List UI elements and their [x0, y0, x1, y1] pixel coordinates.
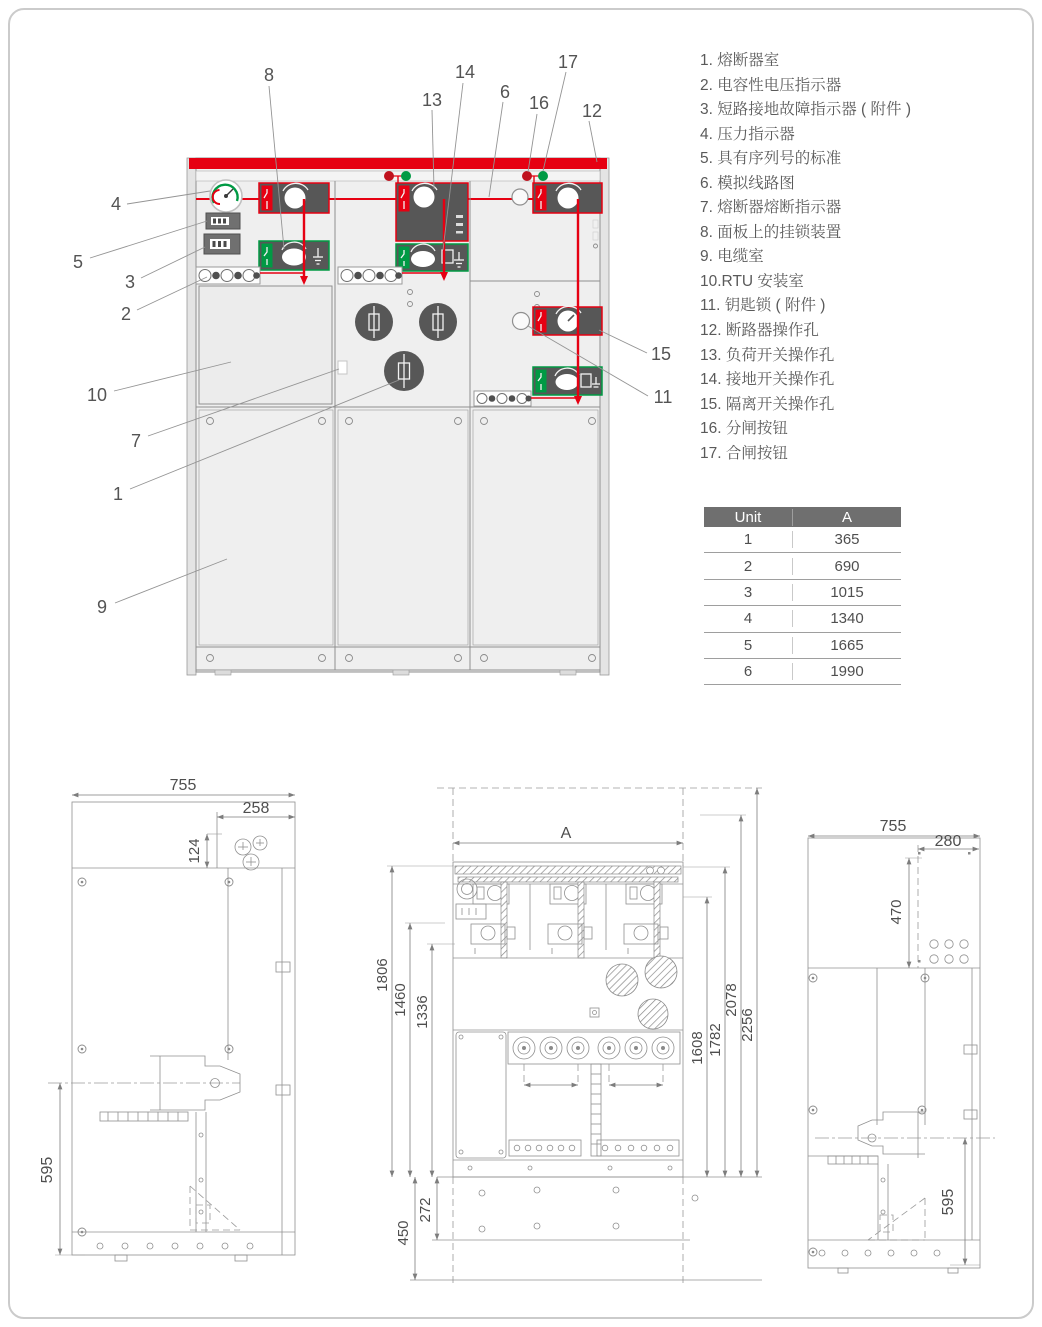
vent-holes — [930, 940, 968, 963]
dimension-label: 755 — [169, 777, 197, 794]
legend-item: 15. 隔离开关操作孔 — [700, 395, 835, 413]
nameplate — [204, 234, 240, 254]
cabinet-base — [196, 647, 600, 670]
capacitive-voltage-indicator — [196, 267, 260, 284]
front-dimension-drawing — [374, 788, 762, 1285]
dimension-label: 280 — [934, 833, 962, 850]
key-lock-hole — [512, 189, 528, 205]
callout-label: 3 — [124, 272, 136, 292]
callout-label: 7 — [130, 431, 142, 451]
dimension-label: 450 — [395, 1220, 412, 1246]
callout-label: 8 — [263, 65, 275, 85]
callout-label: 13 — [421, 90, 443, 110]
earthing-switch-operator-panel — [259, 241, 329, 270]
capacitive-voltage-indicator — [338, 267, 402, 284]
dimension-label: 755 — [879, 818, 907, 835]
cable-bushing-row — [513, 1037, 674, 1059]
dimension-label: 1782 — [707, 1023, 724, 1057]
load-switch-operator-panel — [396, 183, 468, 241]
callout-label: 16 — [528, 93, 550, 113]
callout-label: 9 — [96, 597, 108, 617]
bay-mechanism — [548, 882, 592, 958]
callout-label: 4 — [110, 194, 122, 214]
table-row — [704, 553, 901, 579]
legend-item: 9. 电缆室 — [700, 248, 764, 266]
base-frame — [97, 1243, 253, 1261]
gas-valve-icon — [235, 836, 267, 870]
dimension-label: 1460 — [392, 983, 409, 1017]
dimension-label: 272 — [417, 1197, 434, 1223]
size-table-cell: 4 — [704, 610, 793, 627]
dimension-label: 124 — [186, 838, 203, 864]
size-table-cell: 690 — [834, 557, 860, 575]
side-view-right-drawing — [808, 818, 995, 1273]
size-table-cell: 1665 — [830, 636, 864, 654]
dimension-label: 595 — [39, 1156, 56, 1184]
legend-item: 10.RTU 安装室 — [700, 272, 804, 290]
table-row — [704, 580, 901, 606]
panel-screws — [78, 878, 233, 1236]
size-table-cell: 1990 — [830, 663, 864, 681]
callout-label: 10 — [86, 385, 108, 405]
open-button-indicator — [384, 171, 394, 181]
size-table-header-a: A — [841, 508, 852, 526]
size-table-cell: 6 — [704, 663, 793, 680]
legend-item: 4. 压力指示器 — [700, 125, 795, 143]
capacitive-voltage-indicator — [474, 391, 532, 406]
legend-item: 3. 短路接地故障指示器 ( 附件 ) — [700, 101, 911, 119]
load-switch-operator-panel — [533, 183, 602, 213]
size-table-header-unit: Unit — [704, 509, 793, 526]
bay-mechanism — [471, 882, 515, 958]
legend-item: 11. 钥匙锁 ( 附件 ) — [700, 297, 826, 315]
earthing-switch-operator-panel — [396, 244, 468, 271]
callout-label: 15 — [650, 344, 672, 364]
callout-label: 14 — [454, 62, 476, 82]
load-switch-operator-panel — [259, 183, 329, 213]
legend-item: 6. 模拟线路图 — [700, 174, 795, 192]
dimension-label: 2078 — [723, 983, 740, 1017]
legend-item: 2. 电容性电压指示器 — [700, 76, 842, 94]
size-table-cell: 1 — [704, 531, 793, 548]
table-row — [704, 659, 901, 685]
cabinet-left-rail — [187, 158, 196, 675]
dimension-label: 258 — [242, 800, 270, 817]
size-table — [704, 507, 901, 685]
side-view-left-drawing — [39, 777, 295, 1261]
legend-item: 16. 分闸按钮 — [700, 420, 788, 438]
dimension-label: 1336 — [414, 995, 431, 1029]
close-button-indicator — [401, 171, 411, 181]
serial-plate — [206, 213, 240, 229]
legend-item: 1. 熔断器室 — [700, 52, 780, 69]
callout-label: 11 — [653, 387, 673, 407]
key-lock-hole — [513, 313, 530, 330]
legend-item: 13. 负荷开关操作孔 — [700, 346, 835, 364]
table-row — [704, 606, 901, 632]
table-row — [704, 633, 901, 659]
size-table-header-row — [704, 507, 901, 527]
cable-bushing-assembly — [808, 1112, 995, 1240]
legend-item: 14. 接地开关操作孔 — [700, 371, 835, 389]
legend-item: 12. 断路器操作孔 — [700, 322, 819, 340]
callout-label: 17 — [557, 52, 579, 72]
floor-fixing-holes — [479, 1187, 698, 1232]
base-frame — [819, 1250, 958, 1273]
callout-label: 12 — [581, 101, 603, 121]
panel-screws — [809, 974, 929, 1256]
table-row — [704, 527, 901, 553]
dimension-label: A — [560, 825, 572, 842]
size-table-cell: 365 — [834, 531, 860, 549]
isolating-switch-operator-panel — [533, 306, 602, 335]
legend-item: 7. 熔断器熔断指示器 — [700, 199, 842, 217]
dimension-label: 1806 — [374, 958, 391, 992]
open-button-indicator — [522, 171, 532, 181]
dimension-label: 470 — [888, 899, 905, 925]
dimension-label: 1608 — [689, 1031, 706, 1065]
size-table-cell: 2 — [704, 558, 793, 575]
earthing-switch-operator-panel — [533, 367, 602, 395]
fuse-blown-indicator — [338, 361, 347, 374]
size-table-cell: 3 — [704, 584, 793, 601]
callout-label: 5 — [72, 252, 84, 272]
dimension-label: 2256 — [739, 1008, 756, 1042]
legend-list — [700, 49, 1035, 466]
size-table-cell: 1015 — [830, 583, 864, 601]
legend-item: 8. 面板上的挂锁装置 — [700, 223, 842, 241]
front-view-drawing — [187, 158, 609, 675]
close-button-indicator — [538, 171, 548, 181]
rtu-compartment-door — [199, 286, 332, 404]
size-table-cell: 1340 — [830, 610, 864, 628]
cabinet-right-rail — [600, 158, 609, 675]
bay-mechanism — [624, 882, 668, 958]
size-table-cell: 5 — [704, 637, 793, 654]
legend-item: 17. 合闸按钮 — [700, 444, 788, 462]
ventilation-fan-icon — [606, 956, 677, 1029]
callout-label: 6 — [499, 82, 511, 102]
pressure-gauge-icon — [210, 180, 242, 212]
callout-label: 2 — [120, 304, 132, 324]
dimension-label: 595 — [940, 1188, 957, 1216]
legend-item: 5. 具有序列号的标准 — [700, 150, 842, 168]
cable-bushing-assembly — [48, 1056, 240, 1232]
callout-label: 1 — [112, 484, 124, 504]
